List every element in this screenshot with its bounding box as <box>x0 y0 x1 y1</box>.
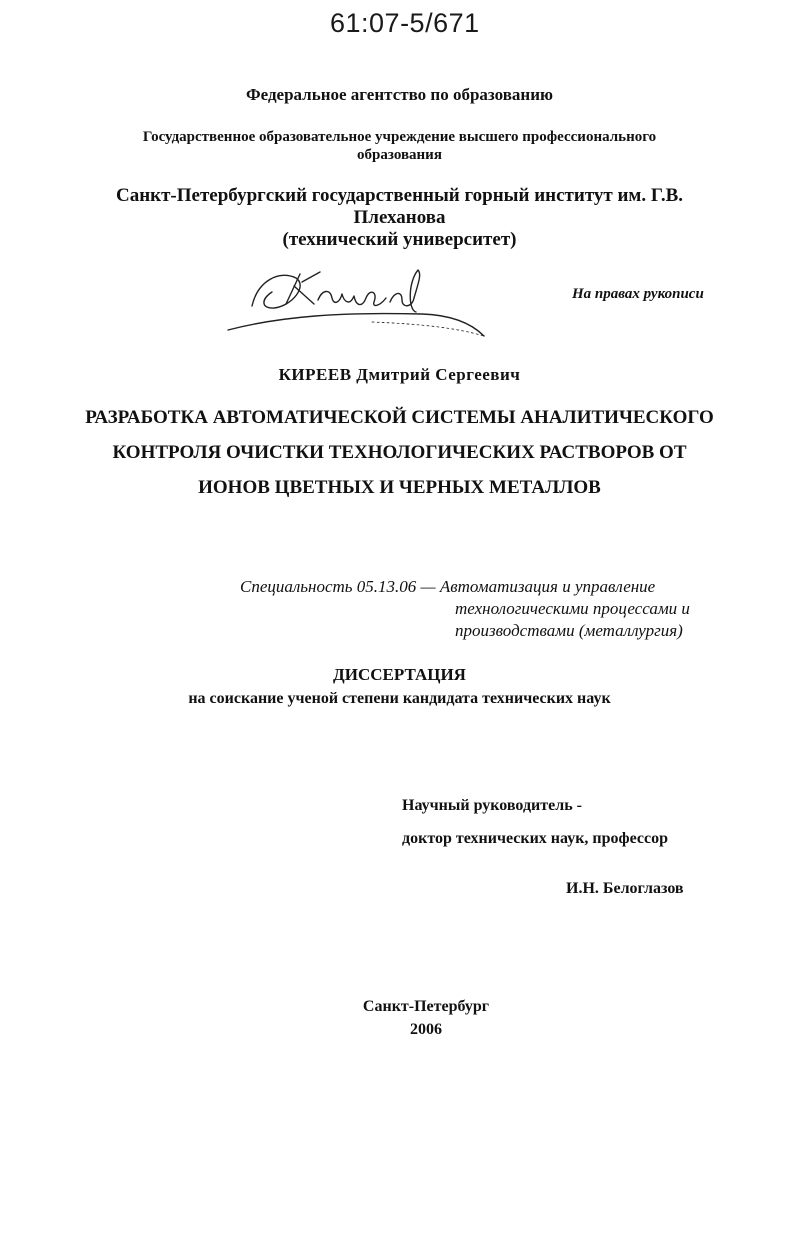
document-type: ДИССЕРТАЦИЯ <box>333 665 466 684</box>
supervisor-role: Научный руководитель - <box>402 797 582 814</box>
title-line-1: РАЗРАБОТКА АВТОМАТИЧЕСКОЙ СИСТЕМЫ АНАЛИТИЧЕСКОГО <box>85 407 714 428</box>
institution-type-line-1: Государственное образовательное учреждение высшего профессионального <box>142 129 657 145</box>
institute-name-line-3: (технический университет) <box>282 229 517 250</box>
specialty-line-3: производствами (металлургия) <box>455 621 683 640</box>
supervisor-name: И.Н. Белоглазов <box>566 880 684 897</box>
institution-type <box>0 128 799 164</box>
author-name: КИРЕЕВ Дмитрий Сергеевич <box>278 365 521 384</box>
supervisor-degree: доктор технических наук, профессор <box>402 830 669 847</box>
institution-type-line-2: образования <box>357 147 442 163</box>
author-signature-icon <box>222 262 492 347</box>
manuscript-rights-note: На правах рукописи <box>572 286 704 302</box>
institute-name-line-2: Плеханова <box>353 207 446 228</box>
specialty-line-1: Специальность 05.13.06 — Автоматизация и управление <box>240 577 656 596</box>
title-line-3: ИОНОВ ЦВЕТНЫХ И ЧЕРНЫХ МЕТАЛЛОВ <box>198 477 601 498</box>
catalog-code: 61:07-5/671 <box>330 8 480 38</box>
specialty-line-2: технологическими процессами и <box>455 599 690 618</box>
degree-statement: на соискание ученой степени кандидата технических наук <box>188 690 611 707</box>
year: 2006 <box>410 1021 442 1038</box>
agency-name: Федеральное агентство по образованию <box>246 85 553 104</box>
institute-name-line-1: Санкт-Петербургский государственный горный институт им. Г.В. <box>115 185 683 206</box>
title-line-2: КОНТРОЛЯ ОЧИСТКИ ТЕХНОЛОГИЧЕСКИХ РАСТВОРОВ ОТ <box>112 442 687 463</box>
institute-name <box>0 185 799 251</box>
city: Санкт-Петербург <box>362 998 490 1015</box>
dissertation-title <box>0 400 799 505</box>
